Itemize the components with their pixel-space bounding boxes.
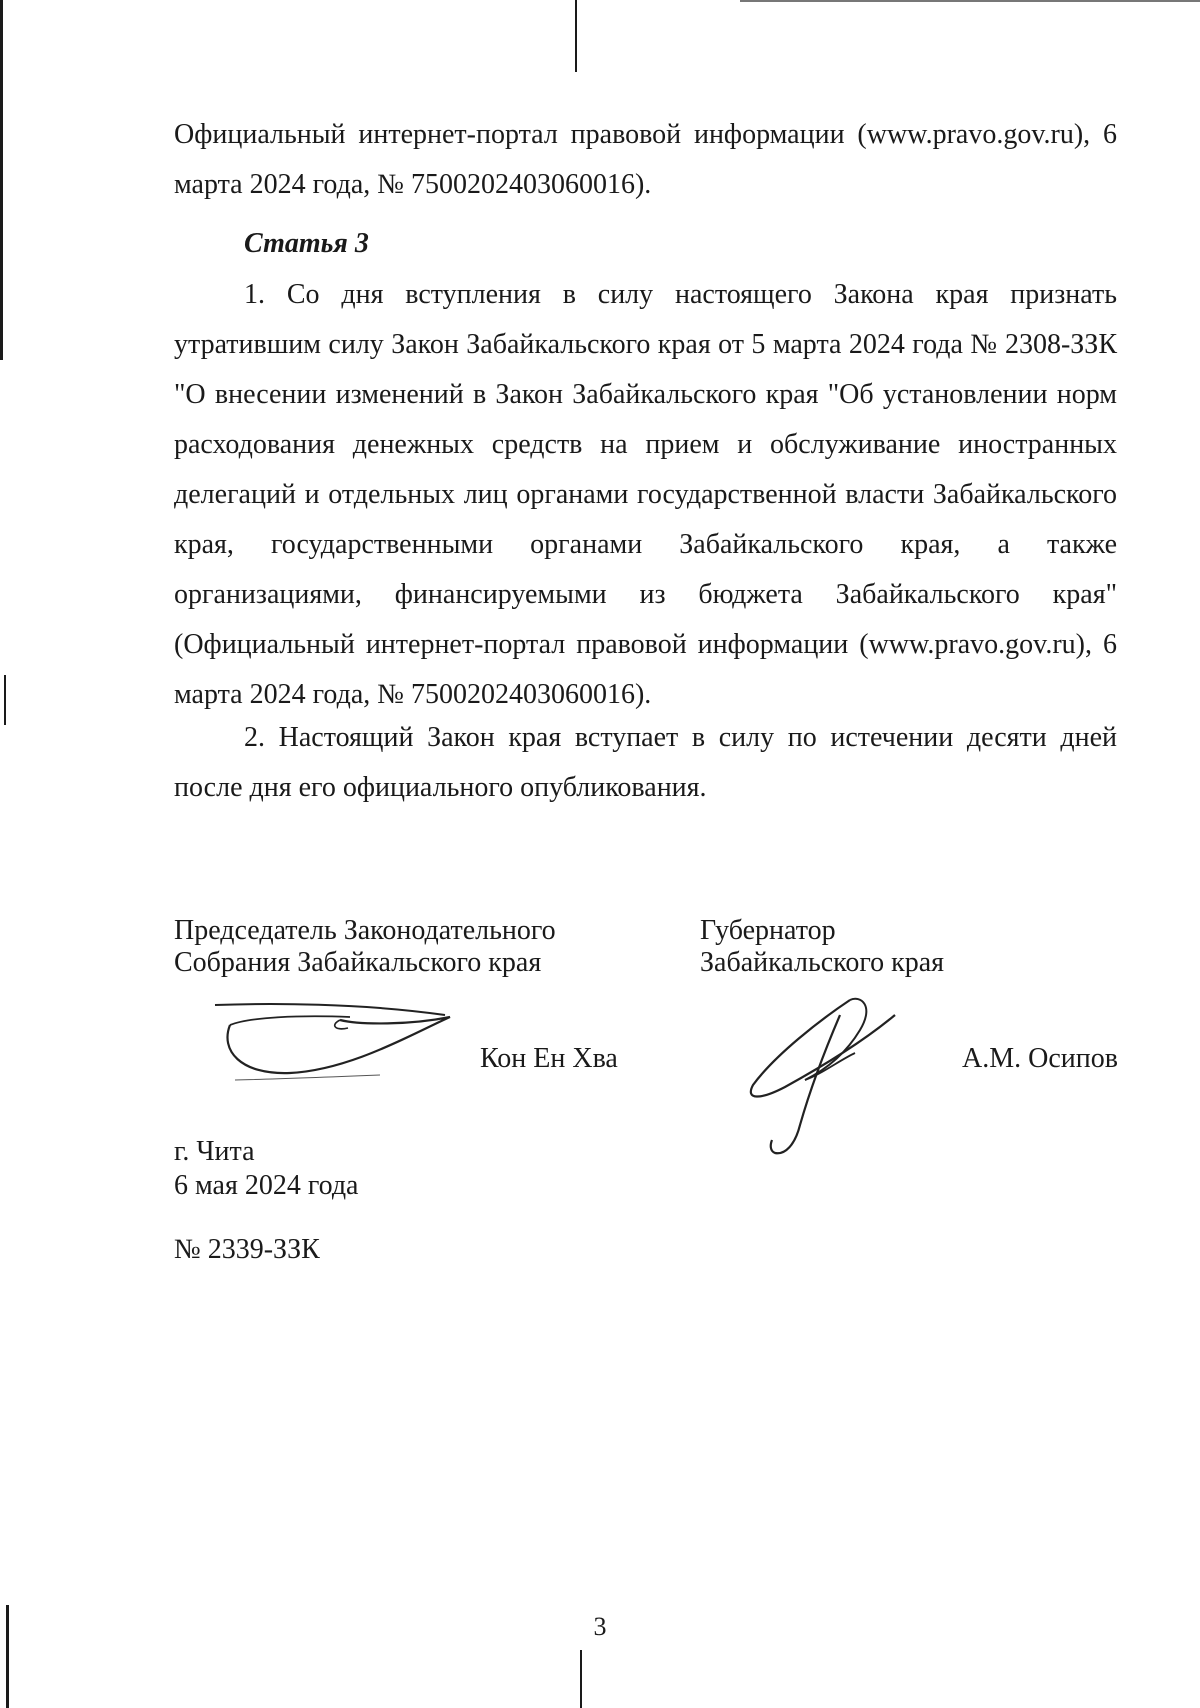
city: г. Чита (174, 1136, 255, 1167)
left-signatory-name: Кон Ен Хва (480, 1043, 618, 1074)
place-and-date (174, 1135, 359, 1203)
scan-artifact-left-edge (0, 0, 3, 360)
lead-paragraph-text: Официальный интернет-портал правовой информации (www.pravo.gov.ru), 6 марта 2024 года, № 7500202403060016). (174, 119, 1117, 200)
left-signatory-title (174, 915, 556, 979)
right-signatory-name: А.М. Осипов (962, 1043, 1118, 1074)
right-signatory-title (700, 915, 944, 979)
page-number: 3 (593, 1612, 607, 1641)
scan-artifact-top-line (575, 0, 577, 72)
lead-paragraph (174, 110, 1117, 210)
paragraph-1-text: 1. Со дня вступления в силу настоящего Закона края признать утратившим силу Закон Забайкальского края от 5 марта 2024 года № 2308-ЗЗК "О внесении изменений в Закон Забайкальского края "Об установлении норм расходования денежных средств на прием и обслуживание иностранных делегаций и отдельных лиц органами государственной власти Забайкальского края, государственными органами Забайкальского края, а также организациями, финансируемыми из бюджета Забайкальского края" (Официальный интернет-портал правовой информации (www.pravo.gov.ru), 6 марта 2024 года, № 7500202403060016). (174, 279, 1117, 710)
article-paragraph-2 (174, 713, 1117, 813)
right-title-line-2: Забайкальского края (700, 947, 945, 978)
date: 6 мая 2024 года (174, 1170, 359, 1201)
left-title-line-2: Собрания Забайкальского края (174, 947, 542, 978)
scan-artifact-left-edge-mid (4, 675, 6, 725)
paragraph-2-text: 2. Настоящий Закон края вступает в силу по истечении десяти дней после дня его официального опубликования. (174, 722, 1117, 803)
article-heading: Статья 3 (244, 228, 369, 259)
article-paragraph-1 (174, 270, 1117, 720)
scan-artifact-bottom-line (580, 1650, 582, 1708)
left-title-line-1: Председатель Законодательного (174, 915, 556, 946)
right-title-line-1: Губернатор (700, 915, 836, 946)
right-handwritten-signature (745, 995, 935, 1160)
left-handwritten-signature (210, 995, 460, 1095)
scan-artifact-top-rule (740, 0, 1200, 2)
law-number: № 2339-ЗЗК (174, 1234, 320, 1265)
